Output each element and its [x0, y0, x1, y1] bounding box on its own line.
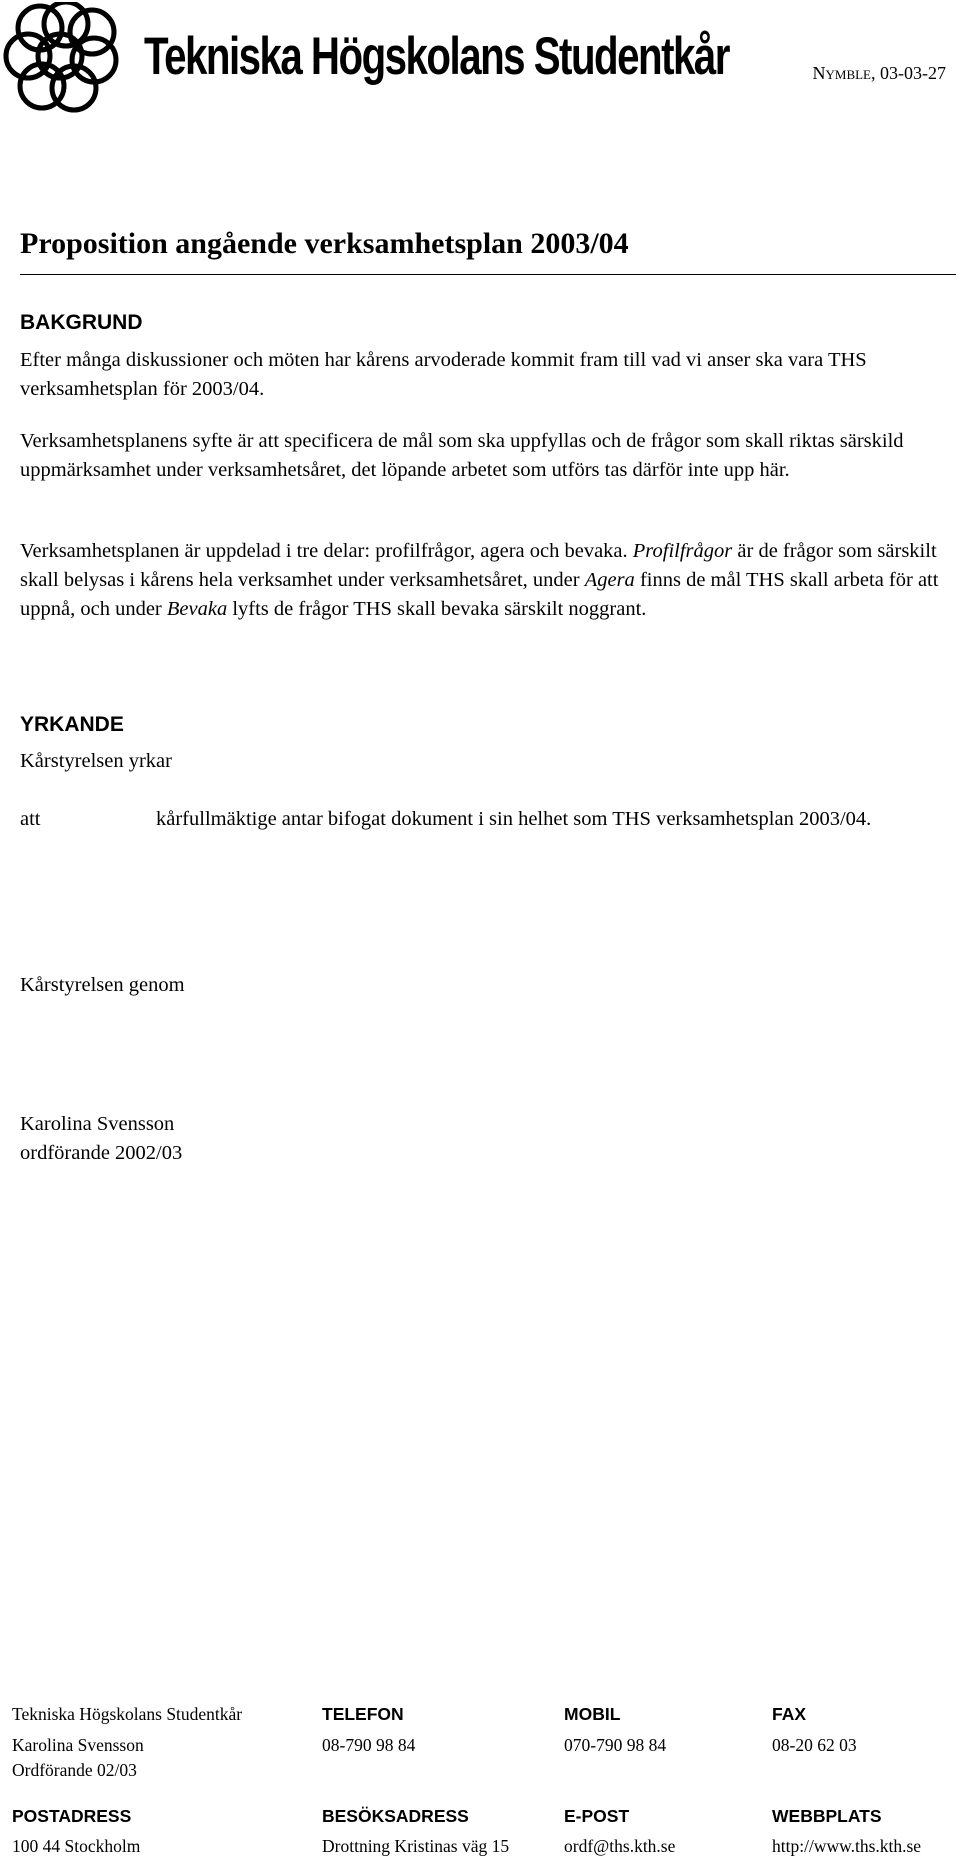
footer-mobile-number: 070-790 98 84 [564, 1735, 667, 1755]
footer-visit-label: BESÖKSADRESS [322, 1806, 469, 1826]
signoff-by: Kårstyrelsen genom [20, 974, 185, 996]
para3-text-3: finns de mål THS skall arbeta för att uppnå, och under [20, 569, 939, 620]
footer-web-label: WEBBPLATS [772, 1806, 882, 1826]
footer-email-label: E-POST [564, 1806, 630, 1826]
footer-person-name: Karolina Svensson [12, 1735, 144, 1755]
footer-fax-number: 08-20 62 03 [772, 1735, 857, 1755]
signoff-role: ordförande 2002/03 [20, 1142, 183, 1164]
ths-logo-icon [2, 2, 142, 114]
organization-name: Tekniska Högskolans Studentkår [144, 27, 729, 86]
background-paragraph-2: Verksamhetsplanens syfte är att specificera de mål som ska uppfyllas och de frågor som skall riktas särskild uppmärksamhet under verksamhetsåret, det löpande arbetet som utförs tas därför inte upp här. [20, 430, 904, 481]
footer-visit-address: Drottning Kristinas väg 15 [322, 1836, 510, 1856]
background-heading: BAKGRUND [20, 311, 143, 334]
footer-website-link[interactable]: http://www.ths.kth.se [772, 1836, 922, 1856]
footer-email-link[interactable]: ordf@ths.kth.se [564, 1836, 676, 1856]
footer-org-name: Tekniska Högskolans Studentkår [12, 1704, 243, 1724]
para3-text-2: är de frågor som särskilt skall belysas i kårens hela verksamhet under verksamhetsåret, under [20, 540, 937, 591]
footer-postal-label: POSTADRESS [12, 1806, 132, 1826]
signoff-name: Karolina Svensson [20, 1113, 175, 1135]
para3-emphasis-profilfragor: Profilfrågor [632, 540, 733, 562]
motion-att-label: att [20, 808, 41, 830]
footer-phone-number: 08-790 98 84 [322, 1735, 416, 1755]
para3-text-1: Verksamhetsplanen är uppdelad i tre delar: profilfrågor, agera och bevaka. [20, 540, 633, 562]
motion-text: kårfullmäktige antar bifogat dokument i sin helhet som THS verksamhetsplan 2003/04. [156, 808, 872, 830]
title-divider [20, 274, 956, 275]
footer-mobile-label: MOBIL [564, 1704, 621, 1724]
letterhead-footer [0, 1696, 960, 1864]
document-reference: Nymble, 03-03-27 [812, 63, 946, 83]
footer-phone-label: TELEFON [322, 1704, 404, 1724]
document-title: Proposition angående verksamhetsplan 2003/04 [20, 227, 629, 260]
background-paragraph-1: Efter många diskussioner och möten har kårens arvoderade kommit fram till vad vi anser ska vara THS verksamhetsplan för 2003/04. [20, 349, 867, 400]
para3-text-4: lyfts de frågor THS skall bevaka särskilt noggrant. [227, 598, 647, 620]
footer-fax-label: FAX [772, 1704, 807, 1724]
motion-intro: Kårstyrelsen yrkar [20, 750, 172, 772]
background-paragraph-3 [20, 537, 948, 624]
para3-emphasis-agera: Agera [584, 569, 635, 591]
para3-emphasis-bevaka: Bevaka [166, 598, 228, 620]
footer-postal-address: 100 44 Stockholm [12, 1836, 141, 1856]
footer-person-role: Ordförande 02/03 [12, 1760, 137, 1780]
motion-heading: YRKANDE [20, 713, 124, 736]
